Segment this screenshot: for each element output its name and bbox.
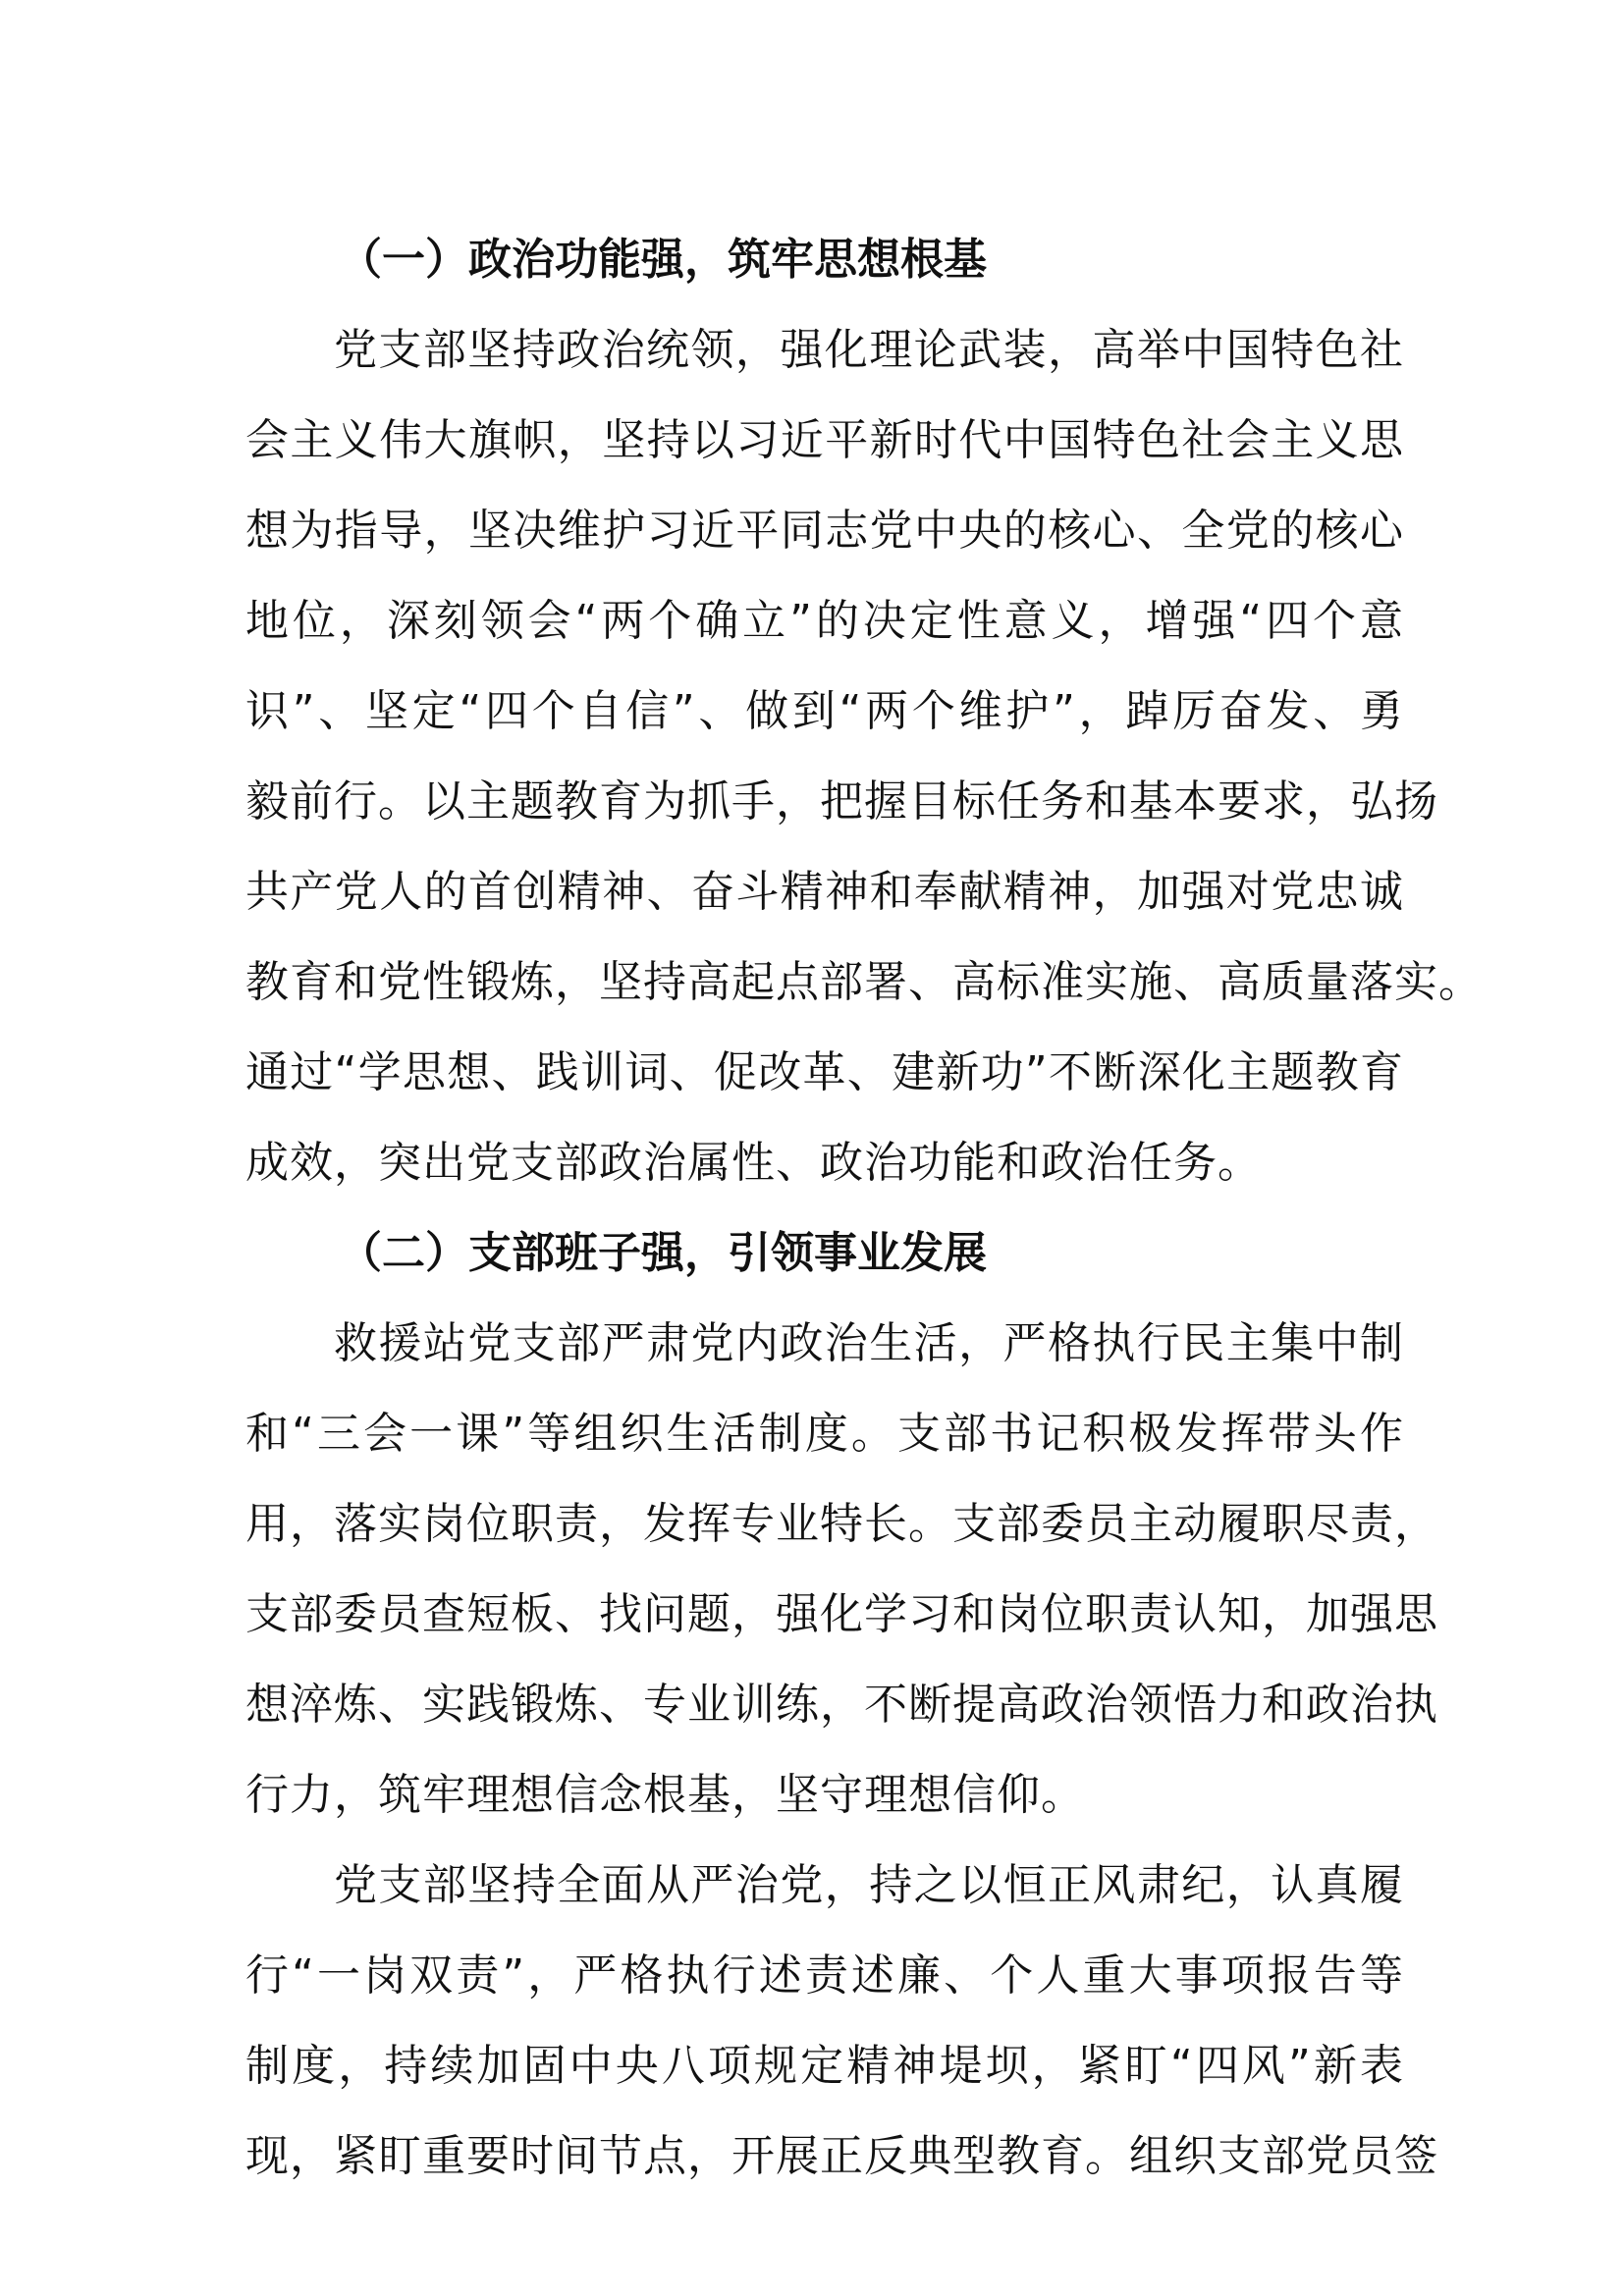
paragraph-line: 共产党人的首创精神、奋斗精神和奉献精神，加强对党忠诚 xyxy=(245,867,1404,917)
paragraph-line: 现，紧盯重要时间节点，开展正反典型教育。组织支部党员签 xyxy=(245,2131,1438,2181)
paragraph-line: 识”、坚定“四个自信”、做到“两个维护”，踔厉奋发、勇 xyxy=(245,686,1404,736)
paragraph-line: 党支部坚持政治统领，强化理论武装，高举中国特色社 xyxy=(334,325,1404,375)
paragraph-line: 毅前行。以主题教育为抓手，把握目标任务和基本要求，弘扬 xyxy=(245,776,1438,827)
section-heading-2: （二）支部班子强，引领事业发展 xyxy=(339,1228,987,1278)
paragraph-line: 和“三会一课”等组织生活制度。支部书记积极发挥带头作 xyxy=(245,1409,1404,1459)
paragraph-line: 成效，突出党支部政治属性、政治功能和政治任务。 xyxy=(245,1138,1262,1188)
paragraph-line: 支部委员查短板、找问题，强化学习和岗位职责认知，加强思 xyxy=(245,1589,1438,1639)
paragraph-line: 党支部坚持全面从严治党，持之以恒正风肃纪，认真履 xyxy=(334,1860,1404,1910)
paragraph-line: 地位，深刻领会“两个确立”的决定性意义，增强“四个意 xyxy=(245,596,1404,646)
section-heading-1: （一）政治功能强，筑牢思想根基 xyxy=(339,235,987,285)
paragraph-line: 行力，筑牢理想信念根基，坚守理想信仰。 xyxy=(245,1770,1085,1820)
paragraph-line: 用，落实岗位职责，发挥专业特长。支部委员主动履职尽责， xyxy=(245,1499,1438,1549)
paragraph-line: 通过“学思想、践训词、促改革、建新功”不断深化主题教育 xyxy=(245,1047,1404,1097)
paragraph-line: 想为指导，坚决维护习近平同志党中央的核心、全党的核心 xyxy=(245,506,1404,556)
paragraph-line: 救援站党支部严肃党内政治生活，严格执行民主集中制 xyxy=(334,1318,1404,1368)
paragraph-line: 制度，持续加固中央八项规定精神堤坝，紧盯“四风”新表 xyxy=(245,2041,1404,2091)
paragraph-line: 会主义伟大旗帜，坚持以习近平新时代中国特色社会主义思 xyxy=(245,415,1404,465)
paragraph-line: 教育和党性锻炼，坚持高起点部署、高标准实施、高质量落实。 xyxy=(245,957,1483,1007)
paragraph-line: 行“一岗双责”，严格执行述责述廉、个人重大事项报告等 xyxy=(245,1950,1404,2001)
paragraph-line: 想淬炼、实践锻炼、专业训练，不断提高政治领悟力和政治执 xyxy=(245,1680,1438,1730)
